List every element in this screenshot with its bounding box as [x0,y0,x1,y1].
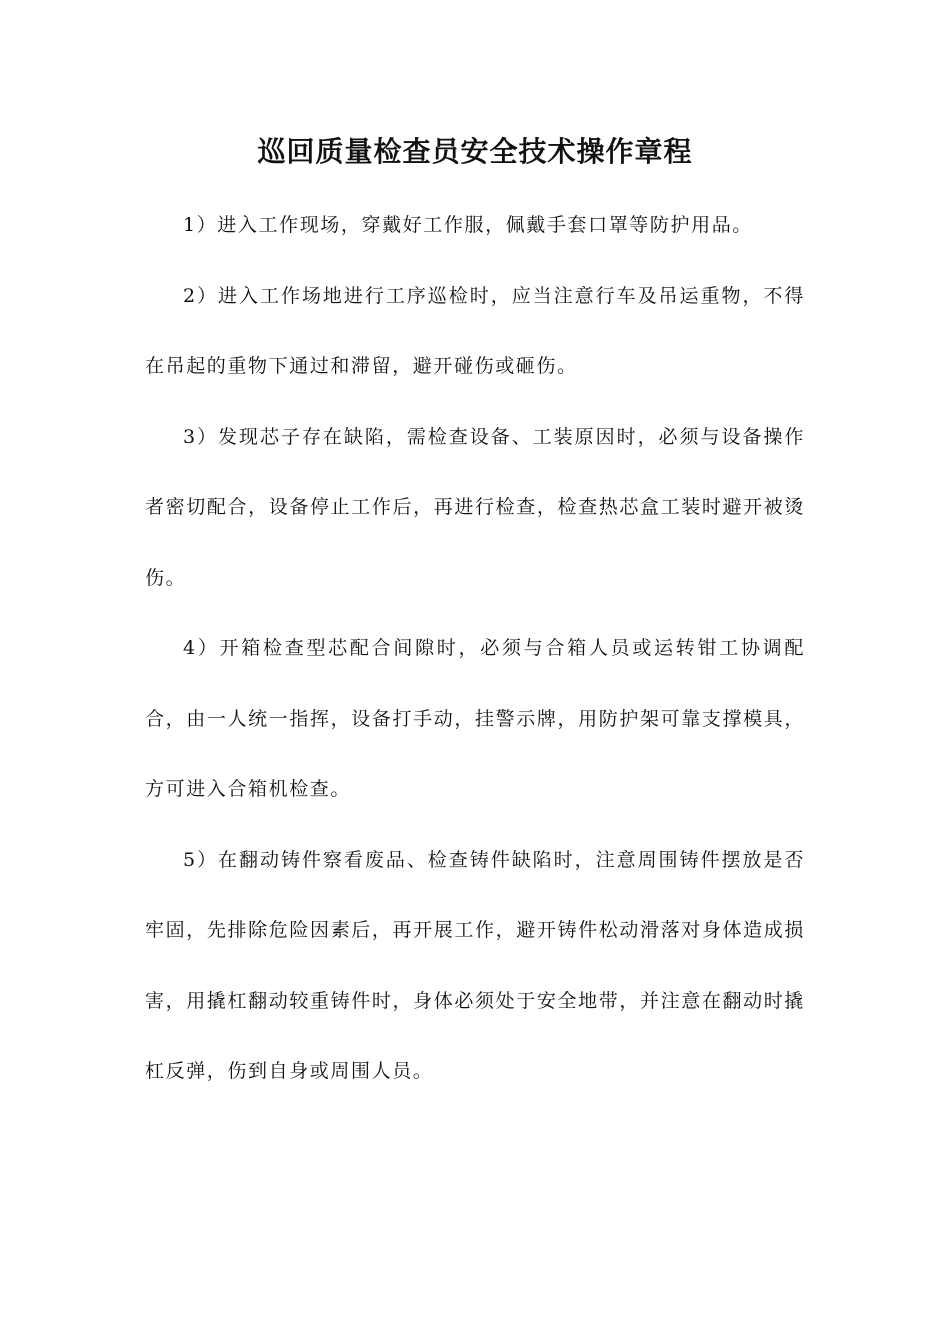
document-body [145,190,805,1107]
paragraph-5: 5）在翻动铸件察看废品、检查铸件缺陷时，注意周围铸件摆放是否牢固，先排除危险因素后，再开展工作，避开铸件松动滑落对身体造成损害，用撬杠翻动较重铸件时，身体必须处于安全地带，并注意在翻动时撬杠反弹，伤到自身或周围人员。 [145,848,805,1082]
paragraph-4: 4）开箱检查型芯配合间隙时，必须与合箱人员或运转钳工协调配合，由一人统一指挥，设备打手动，挂警示牌，用防护架可靠支撑模具，方可进入合箱机检查。 [145,637,805,800]
paragraph-2: 2）进入工作场地进行工序巡检时，应当注意行车及吊运重物，不得在吊起的重物下通过和滞留，避开碰伤或砸伤。 [145,284,805,377]
paragraph-3: 3）发现芯子存在缺陷，需检查设备、工装原因时，必须与设备操作者密切配合，设备停止工作后，再进行检查，检查热芯盒工装时避开被烫伤。 [145,425,805,589]
paragraph-1: 1）进入工作现场，穿戴好工作服，佩戴手套口罩等防护用品。 [183,214,753,236]
document-title: 巡回质量检查员安全技术操作章程 [257,135,693,168]
